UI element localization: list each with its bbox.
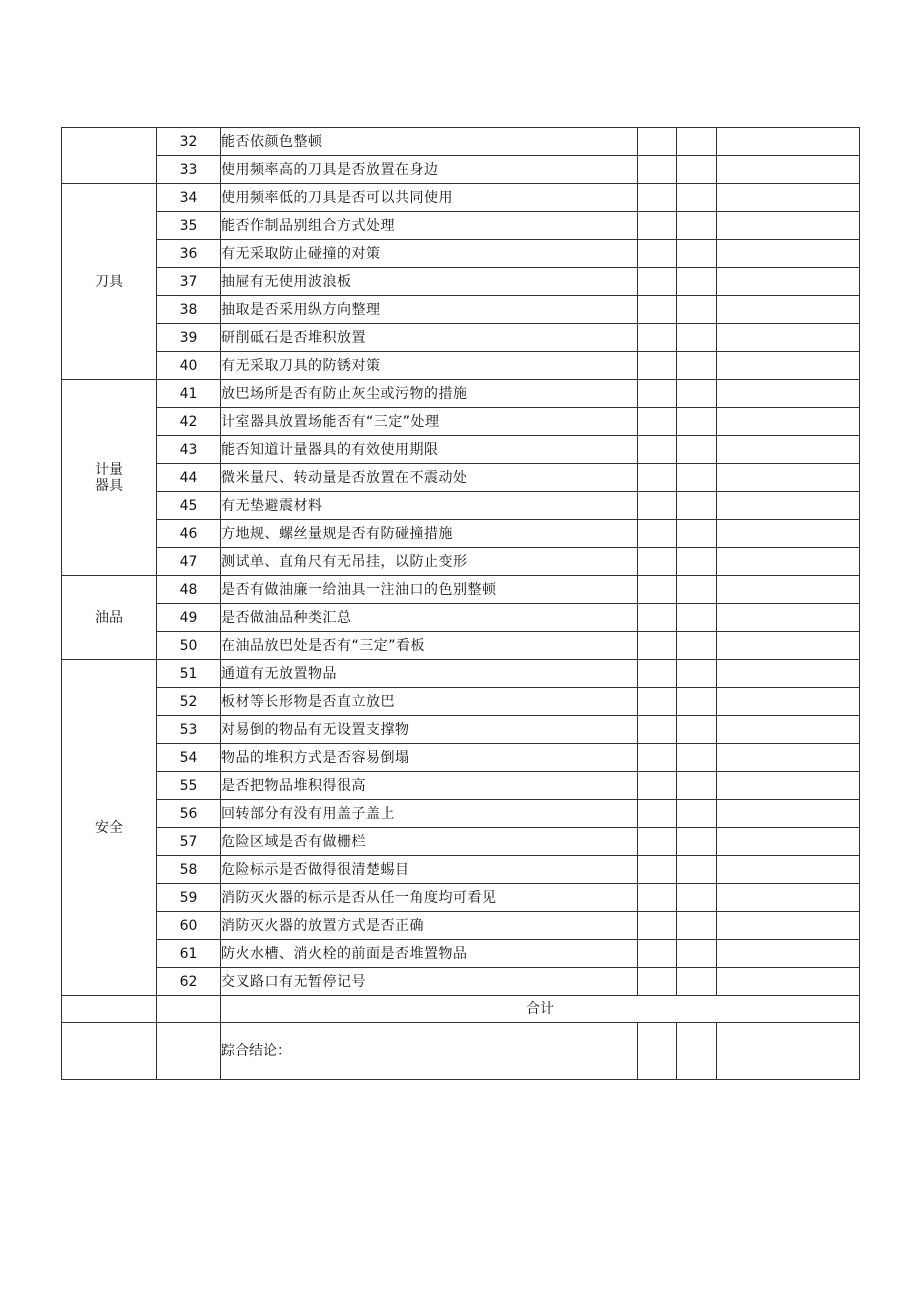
- item-text: 放巴场所是否有防止灰尘或污物的措施: [221, 380, 638, 408]
- table-row: [62, 772, 860, 800]
- remark-cell[interactable]: [717, 576, 860, 604]
- score-cell-b[interactable]: [677, 884, 717, 912]
- category-cell: [62, 380, 157, 576]
- item-number: 54: [157, 744, 221, 772]
- item-text: 能否依颜色整顿: [221, 128, 638, 156]
- table-row: [62, 352, 860, 380]
- table-row: [62, 324, 860, 352]
- item-number: 33: [157, 156, 221, 184]
- score-cell-b[interactable]: [677, 772, 717, 800]
- item-number: 39: [157, 324, 221, 352]
- conclusion-score-a[interactable]: [638, 1023, 677, 1080]
- total-blank-cell: [62, 996, 157, 1023]
- remark-cell[interactable]: [717, 604, 860, 632]
- score-cell-a[interactable]: [638, 128, 677, 156]
- conclusion-blank-cell: [157, 1023, 221, 1080]
- item-number: 51: [157, 660, 221, 688]
- score-cell-a[interactable]: [638, 744, 677, 772]
- table-row: [62, 212, 860, 240]
- item-number: 61: [157, 940, 221, 968]
- inspection-table: [61, 127, 860, 1080]
- remark-cell[interactable]: [717, 828, 860, 856]
- score-cell-b[interactable]: [677, 156, 717, 184]
- table-row: [62, 156, 860, 184]
- remark-cell[interactable]: [717, 156, 860, 184]
- remark-cell[interactable]: [717, 772, 860, 800]
- score-cell-a[interactable]: [638, 548, 677, 576]
- item-text: 是否有做油廉一给油具一注油口的色别整顿: [221, 576, 638, 604]
- table-row: [62, 548, 860, 576]
- item-text: 通道有无放置物品: [221, 660, 638, 688]
- item-number: 58: [157, 856, 221, 884]
- remark-cell[interactable]: [717, 884, 860, 912]
- score-cell-b[interactable]: [677, 380, 717, 408]
- score-cell-a[interactable]: [638, 912, 677, 940]
- score-cell-b[interactable]: [677, 856, 717, 884]
- item-text: 是否做油品种类汇总: [221, 604, 638, 632]
- score-cell-a[interactable]: [638, 884, 677, 912]
- item-text: 能否知道计量器具的有效使用期限: [221, 436, 638, 464]
- score-cell-a[interactable]: [638, 688, 677, 716]
- table-row: [62, 184, 860, 212]
- item-number: 55: [157, 772, 221, 800]
- item-text: 抽屉有无使用波浪板: [221, 268, 638, 296]
- table-row: [62, 576, 860, 604]
- remark-cell[interactable]: [717, 436, 860, 464]
- item-text: 方地规、螺丝量规是否有防碰撞措施: [221, 520, 638, 548]
- conclusion-score-b[interactable]: [677, 1023, 717, 1080]
- score-cell-b[interactable]: [677, 408, 717, 436]
- remark-cell[interactable]: [717, 296, 860, 324]
- score-cell-a[interactable]: [638, 212, 677, 240]
- score-cell-a[interactable]: [638, 772, 677, 800]
- category-cell: [62, 576, 157, 660]
- table-row: [62, 408, 860, 436]
- remark-cell[interactable]: [717, 744, 860, 772]
- item-number: 40: [157, 352, 221, 380]
- item-number: 59: [157, 884, 221, 912]
- remark-cell[interactable]: [717, 940, 860, 968]
- score-cell-b[interactable]: [677, 912, 717, 940]
- item-text: 有无垫避震材料: [221, 492, 638, 520]
- item-number: 43: [157, 436, 221, 464]
- remark-cell[interactable]: [717, 632, 860, 660]
- score-cell-b[interactable]: [677, 520, 717, 548]
- item-text: 有无采取防止碰撞的对策: [221, 240, 638, 268]
- score-cell-a[interactable]: [638, 464, 677, 492]
- score-cell-b[interactable]: [677, 660, 717, 688]
- score-cell-a[interactable]: [638, 352, 677, 380]
- conclusion-field[interactable]: [221, 1023, 638, 1080]
- score-cell-b[interactable]: [677, 268, 717, 296]
- conclusion-row: [62, 1023, 860, 1080]
- item-text: 防火水槽、消火栓的前面是否堆置物品: [221, 940, 638, 968]
- score-cell-b[interactable]: [677, 128, 717, 156]
- remark-cell[interactable]: [717, 128, 860, 156]
- score-cell-a[interactable]: [638, 436, 677, 464]
- item-number: 53: [157, 716, 221, 744]
- score-cell-a[interactable]: [638, 828, 677, 856]
- table-row: [62, 296, 860, 324]
- remark-cell[interactable]: [717, 268, 860, 296]
- score-cell-b[interactable]: [677, 688, 717, 716]
- score-cell-a[interactable]: [638, 408, 677, 436]
- item-text: 对易倒的物品有无设置支撑物: [221, 716, 638, 744]
- item-number: 62: [157, 968, 221, 996]
- score-cell-a[interactable]: [638, 156, 677, 184]
- score-cell-a[interactable]: [638, 940, 677, 968]
- remark-cell[interactable]: [717, 660, 860, 688]
- score-cell-b[interactable]: [677, 464, 717, 492]
- score-cell-a[interactable]: [638, 240, 677, 268]
- score-cell-b[interactable]: [677, 828, 717, 856]
- item-text: 消防灭火器的标示是否从任一角度均可看见: [221, 884, 638, 912]
- table-row: [62, 688, 860, 716]
- table-row: [62, 492, 860, 520]
- remark-cell[interactable]: [717, 240, 860, 268]
- total-blank-cell: [157, 996, 221, 1023]
- table-row: [62, 520, 860, 548]
- table-row: [62, 884, 860, 912]
- item-number: 60: [157, 912, 221, 940]
- remark-cell[interactable]: [717, 212, 860, 240]
- total-row: [62, 996, 860, 1023]
- item-text: 物品的堆积方式是否容易倒塌: [221, 744, 638, 772]
- table-row: [62, 800, 860, 828]
- score-cell-b[interactable]: [677, 604, 717, 632]
- item-number: 56: [157, 800, 221, 828]
- score-cell-b[interactable]: [677, 716, 717, 744]
- table-row: [62, 856, 860, 884]
- item-text: 消防灭火器的放置方式是否正确: [221, 912, 638, 940]
- score-cell-b[interactable]: [677, 296, 717, 324]
- table-row: [62, 940, 860, 968]
- table-row: [62, 632, 860, 660]
- item-number: 38: [157, 296, 221, 324]
- score-cell-b[interactable]: [677, 492, 717, 520]
- score-cell-a[interactable]: [638, 184, 677, 212]
- table-row: [62, 912, 860, 940]
- item-number: 47: [157, 548, 221, 576]
- score-cell-a[interactable]: [638, 632, 677, 660]
- score-cell-a[interactable]: [638, 268, 677, 296]
- item-number: 45: [157, 492, 221, 520]
- remark-cell[interactable]: [717, 408, 860, 436]
- category-label: 计量 器具: [95, 461, 123, 494]
- conclusion-remark[interactable]: [717, 1023, 860, 1080]
- score-cell-b[interactable]: [677, 576, 717, 604]
- category-cell: [62, 128, 157, 184]
- score-cell-a[interactable]: [638, 492, 677, 520]
- item-text: 能否作制品别组合方式处理: [221, 212, 638, 240]
- score-cell-b[interactable]: [677, 184, 717, 212]
- item-text: 板材等长形物是否直立放巴: [221, 688, 638, 716]
- category-cell: [62, 660, 157, 996]
- item-number: 42: [157, 408, 221, 436]
- remark-cell[interactable]: [717, 380, 860, 408]
- item-number: 36: [157, 240, 221, 268]
- item-number: 48: [157, 576, 221, 604]
- score-cell-a[interactable]: [638, 660, 677, 688]
- item-text: 使用频率高的刀具是否放置在身边: [221, 156, 638, 184]
- remark-cell[interactable]: [717, 352, 860, 380]
- score-cell-a[interactable]: [638, 716, 677, 744]
- score-cell-b[interactable]: [677, 324, 717, 352]
- item-text: 是否把物品堆积得很高: [221, 772, 638, 800]
- remark-cell[interactable]: [717, 716, 860, 744]
- item-number: 49: [157, 604, 221, 632]
- item-number: 57: [157, 828, 221, 856]
- score-cell-b[interactable]: [677, 800, 717, 828]
- table-row: [62, 268, 860, 296]
- item-number: 41: [157, 380, 221, 408]
- remark-cell[interactable]: [717, 800, 860, 828]
- score-cell-a[interactable]: [638, 576, 677, 604]
- item-text: 危险标示是否做得很清楚蜴目: [221, 856, 638, 884]
- score-cell-b[interactable]: [677, 436, 717, 464]
- remark-cell[interactable]: [717, 548, 860, 576]
- item-text: 测试单、直角尺有无吊挂，以防止变形: [221, 548, 638, 576]
- score-cell-a[interactable]: [638, 968, 677, 996]
- category-cell: [62, 184, 157, 380]
- remark-cell[interactable]: [717, 464, 860, 492]
- item-text: 研削砥石是否堆积放置: [221, 324, 638, 352]
- item-text: 使用频率低的刀具是否可以共同使用: [221, 184, 638, 212]
- category-label: 油品: [95, 609, 123, 626]
- table-row: [62, 128, 860, 156]
- item-text: 计室器具放置场能否有“三定”处理: [221, 408, 638, 436]
- item-number: 32: [157, 128, 221, 156]
- item-text: 微米量尺、转动量是否放置在不震动处: [221, 464, 638, 492]
- item-text: 在油品放巴处是否有“三定”看板: [221, 632, 638, 660]
- table-row: [62, 464, 860, 492]
- remark-cell[interactable]: [717, 856, 860, 884]
- item-number: 52: [157, 688, 221, 716]
- table-row: [62, 240, 860, 268]
- score-cell-a[interactable]: [638, 800, 677, 828]
- score-cell-b[interactable]: [677, 212, 717, 240]
- table-row: [62, 968, 860, 996]
- score-cell-a[interactable]: [638, 520, 677, 548]
- score-cell-a[interactable]: [638, 604, 677, 632]
- category-label: 安全: [95, 819, 123, 836]
- table-row: [62, 828, 860, 856]
- item-number: 35: [157, 212, 221, 240]
- table-row: [62, 660, 860, 688]
- table-row: [62, 604, 860, 632]
- item-number: 46: [157, 520, 221, 548]
- table-row: [62, 716, 860, 744]
- score-cell-b[interactable]: [677, 352, 717, 380]
- score-cell-b[interactable]: [677, 632, 717, 660]
- score-cell-a[interactable]: [638, 296, 677, 324]
- conclusion-label: 踪合结论：: [221, 1043, 291, 1059]
- conclusion-blank-cell: [62, 1023, 157, 1080]
- item-number: 37: [157, 268, 221, 296]
- item-number: 50: [157, 632, 221, 660]
- remark-cell[interactable]: [717, 492, 860, 520]
- remark-cell[interactable]: [717, 688, 860, 716]
- score-cell-b[interactable]: [677, 240, 717, 268]
- item-text: 有无采取刀具的防锈对策: [221, 352, 638, 380]
- remark-cell[interactable]: [717, 324, 860, 352]
- table-row: [62, 380, 860, 408]
- item-number: 34: [157, 184, 221, 212]
- item-number: 44: [157, 464, 221, 492]
- score-cell-a[interactable]: [638, 380, 677, 408]
- item-text: 抽取是否采用纵方向整理: [221, 296, 638, 324]
- remark-cell[interactable]: [717, 912, 860, 940]
- score-cell-b[interactable]: [677, 940, 717, 968]
- score-cell-a[interactable]: [638, 856, 677, 884]
- remark-cell[interactable]: [717, 520, 860, 548]
- item-text: 危险区域是否有做栅栏: [221, 828, 638, 856]
- total-label: 合计: [221, 996, 860, 1023]
- category-label: 刀具: [95, 273, 123, 290]
- score-cell-b[interactable]: [677, 548, 717, 576]
- remark-cell[interactable]: [717, 968, 860, 996]
- item-text: 交叉路口有无暂停记号: [221, 968, 638, 996]
- score-cell-b[interactable]: [677, 968, 717, 996]
- table-row: [62, 744, 860, 772]
- score-cell-b[interactable]: [677, 744, 717, 772]
- item-text: 回转部分有没有用盖子盖上: [221, 800, 638, 828]
- remark-cell[interactable]: [717, 184, 860, 212]
- score-cell-a[interactable]: [638, 324, 677, 352]
- table-row: [62, 436, 860, 464]
